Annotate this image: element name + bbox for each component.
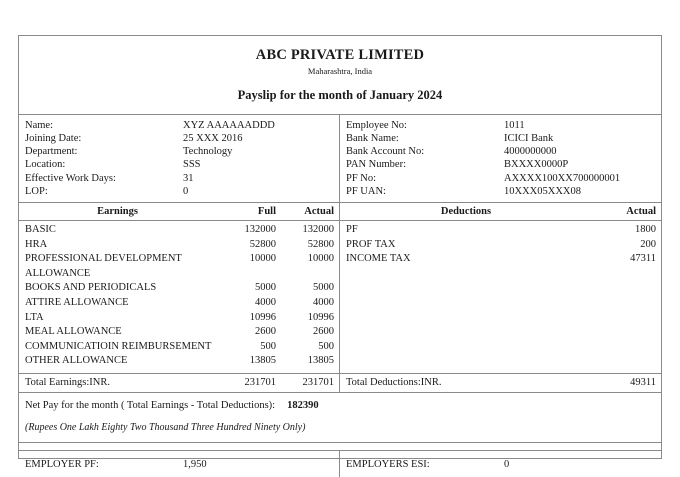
deduction-name: PF: [346, 224, 358, 236]
table-row: [19, 296, 339, 311]
total-earnings-full: 231701: [244, 377, 276, 389]
deduction-actual: 47311: [630, 253, 656, 265]
detail-value: 4000000000: [504, 146, 557, 158]
detail-row: [340, 145, 661, 158]
earning-full: 10996: [249, 311, 276, 323]
detail-label: PF UAN:: [346, 185, 386, 197]
earning-actual: 13805: [307, 355, 334, 367]
company-name: ABC PRIVATE LIMITED: [255, 47, 425, 63]
deduction-name: PROF TAX: [346, 238, 396, 250]
earning-name: OTHER ALLOWANCE: [25, 355, 128, 367]
deduction-name: INCOME TAX: [346, 253, 411, 265]
table-row: [340, 238, 661, 253]
detail-row: [19, 132, 339, 145]
total-deductions-label: Total Deductions:INR.: [346, 377, 442, 389]
detail-row: [19, 185, 339, 198]
earning-actual: 5000: [313, 282, 334, 294]
table-row: [19, 354, 339, 369]
table-row: [340, 252, 661, 267]
table-row: [19, 281, 339, 296]
earning-actual: 500: [318, 340, 334, 352]
earning-name: HRA: [25, 238, 48, 250]
deductions-actual-header: Actual: [626, 206, 656, 218]
total-earnings-label: Total Earnings:INR.: [25, 377, 110, 389]
detail-row: [19, 119, 339, 132]
employer-contributions: [19, 451, 661, 477]
earnings-list: [19, 221, 340, 373]
earning-full: 10000: [249, 253, 276, 265]
net-pay-value: 182390: [287, 400, 319, 412]
net-pay-section: [19, 393, 661, 443]
earning-name: BOOKS AND PERIODICALS: [25, 282, 157, 294]
earning-name: LTA: [25, 311, 44, 323]
earning-name: ATTIRE ALLOWANCE: [25, 297, 129, 309]
table-row: [19, 340, 339, 355]
deductions-header-label: Deductions: [440, 206, 492, 218]
earning-name: BASIC: [25, 224, 56, 236]
earning-name: PROFESSIONAL DEVELOPMENT ALLOWANCE: [25, 253, 182, 279]
deductions-column-header: [340, 203, 661, 220]
earning-actual: 10000: [307, 253, 334, 265]
table-row: [340, 223, 661, 238]
detail-value: Technology: [183, 146, 233, 158]
page-title: Payslip for the month of January 2024: [237, 87, 443, 102]
detail-label: Joining Date:: [25, 133, 82, 145]
earning-full: 132000: [244, 224, 276, 236]
detail-row: [340, 158, 661, 171]
earnings-column-header: [19, 203, 340, 220]
employer-pf-label: EMPLOYER PF:: [25, 458, 99, 470]
payslip-header: [19, 36, 661, 115]
employer-pf-value: 1,950: [183, 458, 207, 470]
earning-name: MEAL ALLOWANCE: [25, 326, 122, 338]
detail-value: 10XXX05XXX08: [504, 185, 581, 197]
table-row: [19, 223, 339, 238]
detail-label: PF No:: [346, 172, 377, 184]
earning-name: COMMUNICATIOIN REIMBURSEMENT: [25, 340, 212, 352]
earning-full: 500: [260, 340, 276, 352]
table-row: [19, 238, 339, 253]
earning-full: 5000: [255, 282, 276, 294]
detail-value: 0: [183, 185, 189, 197]
detail-label: Location:: [25, 159, 66, 171]
deduction-actual: 200: [640, 238, 656, 250]
earning-actual: 2600: [313, 326, 334, 338]
total-deductions: [340, 374, 661, 392]
earning-actual: 10996: [307, 311, 334, 323]
totals-row: [19, 374, 661, 393]
net-pay-line: [25, 398, 661, 413]
employers-esi: [340, 451, 661, 477]
table-row: [19, 311, 339, 326]
total-deductions-actual: 49311: [630, 377, 656, 389]
total-earnings: [19, 374, 340, 392]
employers-esi-label: EMPLOYERS ESI:: [346, 458, 430, 470]
table-row: [19, 325, 339, 340]
net-pay-in-words: (Rupees One Lakh Eighty Two Thousand Three Hundred Ninety Only): [25, 422, 306, 434]
deductions-list: [340, 221, 661, 373]
detail-value: AXXXX100XX700000001: [504, 172, 621, 184]
detail-row: [19, 158, 339, 171]
detail-label: Bank Name:: [346, 133, 399, 145]
table-row: [19, 252, 339, 281]
payslip-document: [18, 35, 662, 470]
detail-value: 31: [183, 172, 194, 184]
deduction-actual: 1800: [635, 224, 656, 236]
earnings-header-label: Earnings: [97, 206, 138, 218]
detail-row: [340, 172, 661, 185]
earning-full: 52800: [249, 238, 276, 250]
employers-esi-value: 0: [504, 458, 510, 470]
earning-full: 4000: [255, 297, 276, 309]
detail-value: XYZ AAAAAADDD: [183, 119, 275, 131]
detail-value: 1011: [504, 119, 525, 131]
detail-label: Effective Work Days:: [25, 172, 116, 184]
employee-details: [19, 115, 661, 203]
detail-row: [340, 132, 661, 145]
detail-label: Bank Account No:: [346, 146, 425, 158]
section-divider: [19, 443, 661, 451]
detail-value: 25 XXX 2016: [183, 133, 243, 145]
earnings-full-header: Full: [257, 206, 276, 218]
earnings-deductions-header: [19, 203, 661, 221]
detail-label: LOP:: [25, 185, 48, 197]
detail-value: ICICI Bank: [504, 133, 554, 145]
employee-details-left-column: [19, 115, 340, 202]
earnings-deductions-body: [19, 221, 661, 374]
earning-actual: 132000: [302, 224, 334, 236]
earning-full: 13805: [249, 355, 276, 367]
earning-full: 2600: [255, 326, 276, 338]
net-pay-label: Net Pay for the month ( Total Earnings - Total Deductions):: [25, 400, 276, 412]
employee-details-right-column: [340, 115, 661, 202]
detail-row: [19, 145, 339, 158]
detail-row: [340, 185, 661, 198]
detail-value: BXXXX0000P: [504, 159, 569, 171]
company-location: Maharashtra, India: [307, 66, 373, 77]
detail-value: SSS: [183, 159, 201, 171]
detail-label: Name:: [25, 119, 53, 131]
employer-pf: [19, 451, 340, 477]
detail-row: [19, 172, 339, 185]
total-earnings-actual: 231701: [302, 377, 334, 389]
earning-actual: 4000: [313, 297, 334, 309]
earning-actual: 52800: [307, 238, 334, 250]
detail-label: Department:: [25, 146, 78, 158]
detail-label: Employee No:: [346, 119, 407, 131]
detail-label: PAN Number:: [346, 159, 406, 171]
earnings-actual-header: Actual: [304, 206, 334, 218]
detail-row: [340, 119, 661, 132]
